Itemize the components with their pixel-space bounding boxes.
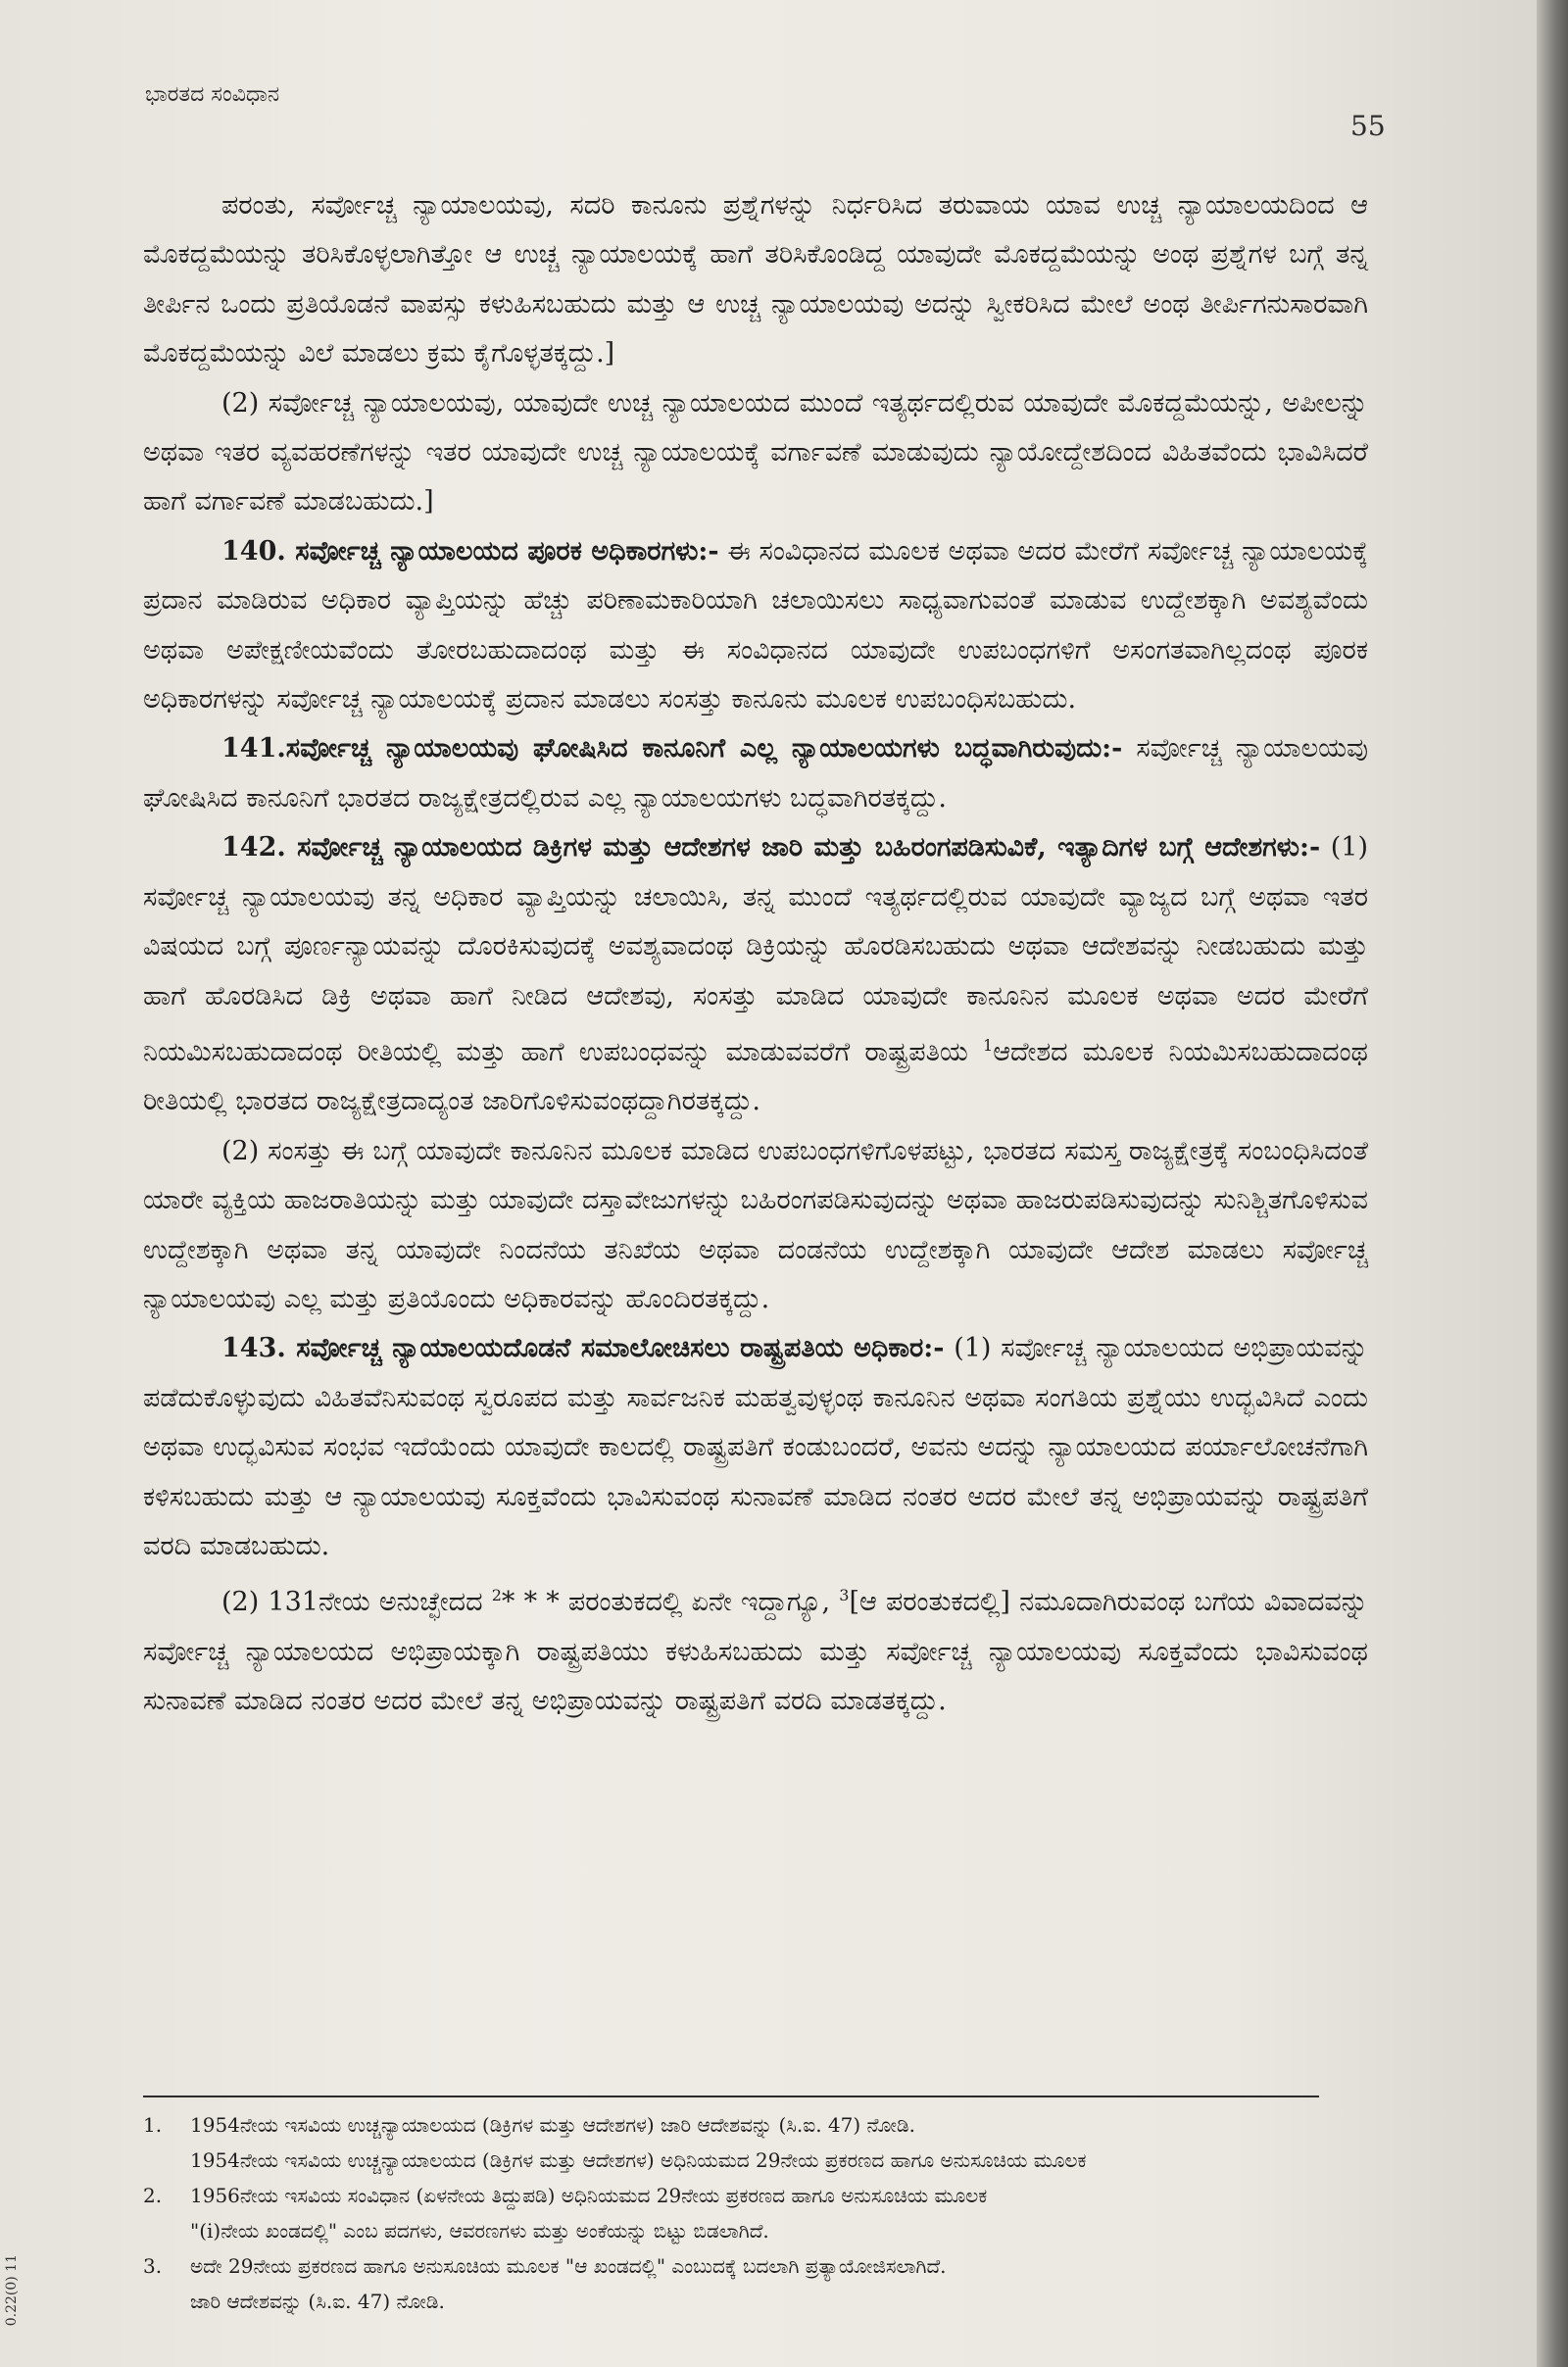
page-number: 55: [1350, 110, 1386, 142]
section-143-body: (1) ಸರ್ವೋಚ್ಚ ನ್ಯಾಯಾಲಯದ ಅಭಿಪ್ರಾಯವನ್ನು ಪಡೆದುಕೊಳ್ಳುವುದು ವಿಹಿತವೆನಿಸುವಂಥ ಸ್ವರೂಪದ ಮತ್ತು ಸಾರ್ವಜನಿಕ ಮಹತ್ವವುಳ್ಳಂಥ ಕಾನೂನಿನ ಅಥವಾ ಸಂಗತಿಯ ಪ್ರಶ್ನೆಯು ಉದ್ಭವಿಸಿದೆ ಎಂದು ಅಥವಾ ಉದ್ಭವಿಸುವ ಸಂಭವ ಇದೆಯೆಂದು ಯಾವುದೇ ಕಾಲದಲ್ಲಿ ರಾಷ್ಟ್ರಪತಿಗೆ ಕಂಡುಬಂದರೆ, ಅವನು ಅದನ್ನು ನ್ಯಾಯಾಲಯದ ಪರ್ಯಾಲೋಚನೆಗಾಗಿ ಕಳಿಸಬಹುದು ಮತ್ತು ಆ ನ್ಯಾಯಾಲಯವು ಸೂಕ್ತವೆಂದು ಭಾವಿಸುವಂಥ ಸುನಾವಣೆ ಮಾಡಿದ ನಂತರ ಅದರ ಮೇಲೆ ತನ್ನ ಅಭಿಪ್ರಾಯವನ್ನು ರಾಷ್ಟ್ರಪತಿಗೆ ವರದಿ ಮಾಡಬಹುದು.: [143, 1333, 1368, 1561]
footnote-1-text: 1954ನೇಯ ಇಸವಿಯ ಉಚ್ಚನ್ಯಾಯಾಲಯದ (ಡಿಕ್ರಿಗಳ ಮತ್ತು ಆದೇಶಗಳ) ಜಾರಿ ಆದೇಶವನ್ನು (ಸಿ.ಐ. 47) ನೋಡಿ.: [190, 2113, 915, 2137]
footnote-1: [143, 2107, 1319, 2143]
omission-stars: * * *: [501, 1587, 560, 1618]
clause-2-part3: [ಆ ಪರಂತುಕದಲ್ಲಿ] ನಮೂದಾಗಿರುವಂಥ ಬಗೆಯ ವಿವಾದವನ್ನು ಸರ್ವೋಚ್ಚ ನ್ಯಾಯಾಲಯದ ಅಭಿಪ್ರಾಯಕ್ಕಾಗಿ ರಾಷ್ಟ್ರಪತಿಯು ಕಳುಹಿಸಬಹುದು ಮತ್ತು ಸರ್ವೋಚ್ಚ ನ್ಯಾಯಾಲಯವು ಸೂಕ್ತವೆಂದು ಭಾವಿಸುವಂಥ ಸುನಾವಣೆ ಮಾಡಿದ ನಂತರ ಅದರ ಮೇಲೆ ತನ್ನ ಅಭಿಪ್ರಾಯವನ್ನು ರಾಷ್ಟ್ರಪತಿಗೆ ವರದಿ ಮಾಡತಕ್ಕದ್ದು.: [143, 1587, 1369, 1717]
section-140-heading: 140. ಸರ್ವೋಚ್ಚ ನ್ಯಾಯಾಲಯದ ಪೂರಕ ಅಧಿಕಾರಗಳು:-: [221, 535, 719, 567]
footnote-1-continuation: [143, 2143, 1319, 2178]
clause-2-part2: ಪರಂತುಕದಲ್ಲಿ ಏನೇ ಇದ್ದಾಗ್ಯೂ,: [559, 1587, 840, 1618]
footnote-3-text: ಅದೇ 29ನೇಯ ಪ್ರಕರಣದ ಹಾಗೂ ಅನುಸೂಚಿಯ ಮೂಲಕ "ಆ ಖಂಡದಲ್ಲಿ" ಎಂಬುದಕ್ಕೆ ಬದಲಾಗಿ ಪ್ರತ್ಯಾಯೋಜಿಸಲಾಗಿದೆ.: [190, 2254, 947, 2278]
section-142-body-part2: ಆದೇಶದ ಮೂಲಕ ನಿಯಮಿಸಬಹುದಾದಂಥ ರೀತಿಯಲ್ಲಿ ಭಾರತದ ರಾಜ್ಯಕ್ಷೇತ್ರದಾದ್ಯಂತ ಜಾರಿಗೊಳಿಸುವಂಥದ್ದಾಗಿರತಕ್ಕದ್ದು.: [143, 1036, 1368, 1117]
running-head: ಭಾರತದ ಸಂವಿಧಾನ: [145, 82, 280, 107]
section-143: [143, 1324, 1368, 1571]
footnote-ref-1: 1: [983, 1035, 994, 1055]
footnote-1-number: 1.: [143, 2113, 163, 2137]
paragraph-139a-2: (2) ಸರ್ವೋಚ್ಚ ನ್ಯಾಯಾಲಯವು, ಯಾವುದೇ ಉಚ್ಚ ನ್ಯಾಯಾಲಯದ ಮುಂದೆ ಇತ್ಯರ್ಥದಲ್ಲಿರುವ ಯಾವುದೇ ಮೊಕದ್ದಮೆಯನ್ನು, ಅಪೀಲನ್ನು ಅಥವಾ ಇತರ ವ್ಯವಹರಣೆಗಳನ್ನು ಇತರ ಯಾವುದೇ ಉಚ್ಚ ನ್ಯಾಯಾಲಯಕ್ಕೆ ವರ್ಗಾವಣೆ ಮಾಡುವುದು ನ್ಯಾಯೋದ್ದೇಶದಿಂದ ವಿಹಿತವೆಂದು ಭಾವಿಸಿದರೆ ಹಾಗೆ ವರ್ಗಾವಣೆ ಮಾಡಬಹುದು.]: [143, 387, 1368, 518]
section-141: [143, 724, 1368, 823]
margin-print-code: 0.22(0) 11: [4, 2254, 20, 2327]
footnotes: [143, 2096, 1319, 2319]
footnote-ref-2: 2: [491, 1586, 502, 1605]
footnote-3-number: 3.: [143, 2254, 163, 2278]
paragraph-proviso: ಪರಂತು, ಸರ್ವೋಚ್ಚ ನ್ಯಾಯಾಲಯವು, ಸದರಿ ಕಾನೂನು ಪ್ರಶ್ನೆಗಳನ್ನು ನಿರ್ಧರಿಸಿದ ತರುವಾಯ ಯಾವ ಉಚ್ಚ ನ್ಯಾಯಾಲಯದಿಂದ ಆ ಮೊಕದ್ದಮೆಯನ್ನು ತರಿಸಿಕೊಳ್ಳಲಾಗಿತ್ತೋ ಆ ಉಚ್ಚ ನ್ಯಾಯಾಲಯಕ್ಕೆ ಹಾಗೆ ತರಿಸಿಕೊಂಡಿದ್ದ ಯಾವುದೇ ಮೊಕದ್ದಮೆಯನ್ನು ಅಂಥ ಪ್ರಶ್ನೆಗಳ ಬಗ್ಗೆ ತನ್ನ ತೀರ್ಪಿನ ಒಂದು ಪ್ರತಿಯೊಡನೆ ವಾಪಸ್ಸು ಕಳುಹಿಸಬಹುದು ಮತ್ತು ಆ ಉಚ್ಚ ನ್ಯಾಯಾಲಯವು ಅದನ್ನು ಸ್ವೀಕರಿಸಿದ ಮೇಲೆ ಅಂಥ ತೀರ್ಪಿಗನುಸಾರವಾಗಿ ಮೊಕದ್ದಮೆಯನ್ನು ವಿಲೆ ಮಾಡಲು ಕ್ರಮ ಕೈಗೊಳ್ಳತಕ್ಕದ್ದು.]: [143, 190, 1368, 370]
section-143-heading: 143. ಸರ್ವೋಚ್ಚ ನ್ಯಾಯಾಲಯದೊಡನೆ ಸಮಾಲೋಚಿಸಲು ರಾಷ್ಟ್ರಪತಿಯ ಅಧಿಕಾರ:-: [221, 1333, 945, 1364]
clause-2-part1: (2) 131ನೇಯ ಅನುಚ್ಛೇದದ: [221, 1587, 492, 1618]
page-edge: [1537, 0, 1568, 2367]
section-142: [143, 823, 1368, 1126]
footnote-top-line: ಜಾರಿ ಆದೇಶವನ್ನು (ಸಿ.ಐ. 47) ನೋಡಿ.: [190, 2290, 445, 2313]
footnote-ref-3: 3: [839, 1586, 850, 1605]
section-142-heading: 142. ಸರ್ವೋಚ್ಚ ನ್ಯಾಯಾಲಯದ ಡಿಕ್ರಿಗಳ ಮತ್ತು ಆದೇಶಗಳ ಜಾರಿ ಮತ್ತು ಬಹಿರಂಗಪಡಿಸುವಿಕೆ, ಇತ್ಯಾದಿಗಳ ಬಗ್ಗೆ ಆದೇಶಗಳು:-: [221, 832, 1321, 863]
section-141-body: ಸರ್ವೋಚ್ಚ ನ್ಯಾಯಾಲಯವು ಘೋಷಿಸಿದ ಕಾನೂನಿಗೆ ಭಾರತದ ರಾಜ್ಯಕ್ಷೇತ್ರದಲ್ಲಿರುವ ಎಲ್ಲ ನ್ಯಾಯಾಲಯಗಳು ಬದ್ಧವಾಗಿರತಕ್ಕದ್ದು.: [143, 733, 1369, 814]
footnote-2-text: 1956ನೇಯ ಇಸವಿಯ ಸಂವಿಧಾನ (ಏಳನೇಯ ತಿದ್ದುಪಡಿ) ಅಧಿನಿಯಮದ 29ನೇಯ ಪ್ರಕರಣದ ಹಾಗೂ ಅನುಸೂಚಿಯ ಮೂಲಕ: [190, 2184, 988, 2207]
section-140-body: ಈ ಸಂವಿಧಾನದ ಮೂಲಕ ಅಥವಾ ಅದರ ಮೇರೆಗೆ ಸರ್ವೋಚ್ಚ ನ್ಯಾಯಾಲಯಕ್ಕೆ ಪ್ರದಾನ ಮಾಡಿರುವ ಅಧಿಕಾರ ವ್ಯಾಪ್ತಿಯನ್ನು ಹೆಚ್ಚು ಪರಿಣಾಮಕಾರಿಯಾಗಿ ಚಲಾಯಿಸಲು ಸಾಧ್ಯವಾಗುವಂತೆ ಮಾಡುವ ಉದ್ದೇಶಕ್ಕಾಗಿ ಅವಶ್ಯವೆಂದು ಅಥವಾ ಅಪೇಕ್ಷಣೀಯವೆಂದು ತೋರಬಹುದಾದಂಥ ಮತ್ತು ಈ ಸಂವಿಧಾನದ ಯಾವುದೇ ಉಪಬಂಧಗಳಿಗೆ ಅಸಂಗತವಾಗಿಲ್ಲದಂಥ ಪೂರಕ ಅಧಿಕಾರಗಳನ್ನು ಸರ್ವೋಚ್ಚ ನ್ಯಾಯಾಲಯಕ್ಕೆ ಪ್ರದಾನ ಮಾಡಲು ಸಂಸತ್ತು ಕಾನೂನು ಮೂಲಕ ಉಪಬಂಧಿಸಬಹುದು.: [143, 535, 1368, 715]
section-142-clause-2: (2) ಸಂಸತ್ತು ಈ ಬಗ್ಗೆ ಯಾವುದೇ ಕಾನೂನಿನ ಮೂಲಕ ಮಾಡಿದ ಉಪಬಂಧಗಳಿಗೊಳಪಟ್ಟು, ಭಾರತದ ಸಮಸ್ತ ರಾಜ್ಯಕ್ಷೇತ್ರಕ್ಕೆ ಸಂಬಂಧಿಸಿದಂತೆ ಯಾರೇ ವ್ಯಕ್ತಿಯ ಹಾಜರಾತಿಯನ್ನು ಮತ್ತು ಯಾವುದೇ ದಸ್ತಾವೇಜುಗಳನ್ನು ಬಹಿರಂಗಪಡಿಸುವುದನ್ನು ಅಥವಾ ಹಾಜರುಪಡಿಸುವುದನ್ನು ಸುನಿಶ್ಚಿತಗೊಳಿಸುವ ಉದ್ದೇಶಕ್ಕಾಗಿ ಅಥವಾ ತನ್ನ ಯಾವುದೇ ನಿಂದನೆಯ ತನಿಖೆಯ ಅಥವಾ ದಂಡನೆಯ ಉದ್ದೇಶಕ್ಕಾಗಿ ಯಾವುದೇ ಆದೇಶ ಮಾಡಲು ಸರ್ವೋಚ್ಚ ನ್ಯಾಯಾಲಯವು ಎಲ್ಲ ಮತ್ತು ಪ್ರತಿಯೊಂದು ಅಧಿಕಾರವನ್ನು ಹೊಂದಿರತಕ್ಕದ್ದು.: [143, 1135, 1368, 1314]
section-141-heading: 141.ಸರ್ವೋಚ್ಚ ನ್ಯಾಯಾಲಯವು ಘೋಷಿಸಿದ ಕಾನೂನಿಗೆ ಎಲ್ಲ ನ್ಯಾಯಾಲಯಗಳು ಬದ್ಧವಾಗಿರುವುದು:-: [221, 733, 1123, 764]
footnote-2-continuation: "(i)ನೇಯ ಖಂಡದಲ್ಲಿ" ಎಂಬ ಪದಗಳು, ಆವರಣಗಳು ಮತ್ತು ಅಂಕೆಯನ್ನು ಬಿಟ್ಟು ಬಿಡಲಾಗಿದೆ.: [190, 2219, 769, 2243]
section-140: [143, 527, 1368, 725]
footnote-2: [143, 2178, 1319, 2213]
section-143-clause-2: [143, 1571, 1368, 1726]
footnote-2-number: 2.: [143, 2184, 163, 2207]
footnote-3: [143, 2248, 1319, 2284]
body-text: [143, 181, 1368, 1727]
section-142-body-part1: (1) ಸರ್ವೋಚ್ಚ ನ್ಯಾಯಾಲಯವು ತನ್ನ ಅಧಿಕಾರ ವ್ಯಾಪ್ತಿಯನ್ನು ಚಲಾಯಿಸಿ, ತನ್ನ ಮುಂದೆ ಇತ್ಯರ್ಥದಲ್ಲಿರುವ ಯಾವುದೇ ವ್ಯಾಜ್ಯದ ಬಗ್ಗೆ ಅಥವಾ ಇತರ ವಿಷಯದ ಬಗ್ಗೆ ಪೂರ್ಣನ್ಯಾಯವನ್ನು ದೊರಕಿಸುವುದಕ್ಕೆ ಅವಶ್ಯವಾದಂಥ ಡಿಕ್ರಿಯನ್ನು ಹೊರಡಿಸಬಹುದು ಅಥವಾ ಆದೇಶವನ್ನು ನೀಡಬಹುದು ಮತ್ತು ಹಾಗೆ ಹೊರಡಿಸಿದ ಡಿಕ್ರಿ ಅಥವಾ ಹಾಗೆ ನೀಡಿದ ಆದೇಶವು, ಸಂಸತ್ತು ಮಾಡಿದ ಯಾವುದೇ ಕಾನೂನಿನ ಮೂಲಕ ಅಥವಾ ಅದರ ಮೇರೆಗೆ ನಿಯಮಿಸಬಹುದಾದಂಥ ರೀತಿಯಲ್ಲಿ ಮತ್ತು ಹಾಗೆ ಉಪಬಂಧವನ್ನು ಮಾಡುವವರೆಗೆ ರಾಷ್ಟ್ರಪತಿಯ: [143, 832, 1369, 1067]
footnote-1b-text: 1954ನೇಯ ಇಸವಿಯ ಉಚ್ಚನ್ಯಾಯಾಲಯದ (ಡಿಕ್ರಿಗಳ ಮತ್ತು ಆದೇಶಗಳ) ಅಧಿನಿಯಮದ 29ನೇಯ ಪ್ರಕರಣದ ಹಾಗೂ ಅನುಸೂಚಿಯ ಮೂಲಕ: [190, 2148, 1087, 2172]
